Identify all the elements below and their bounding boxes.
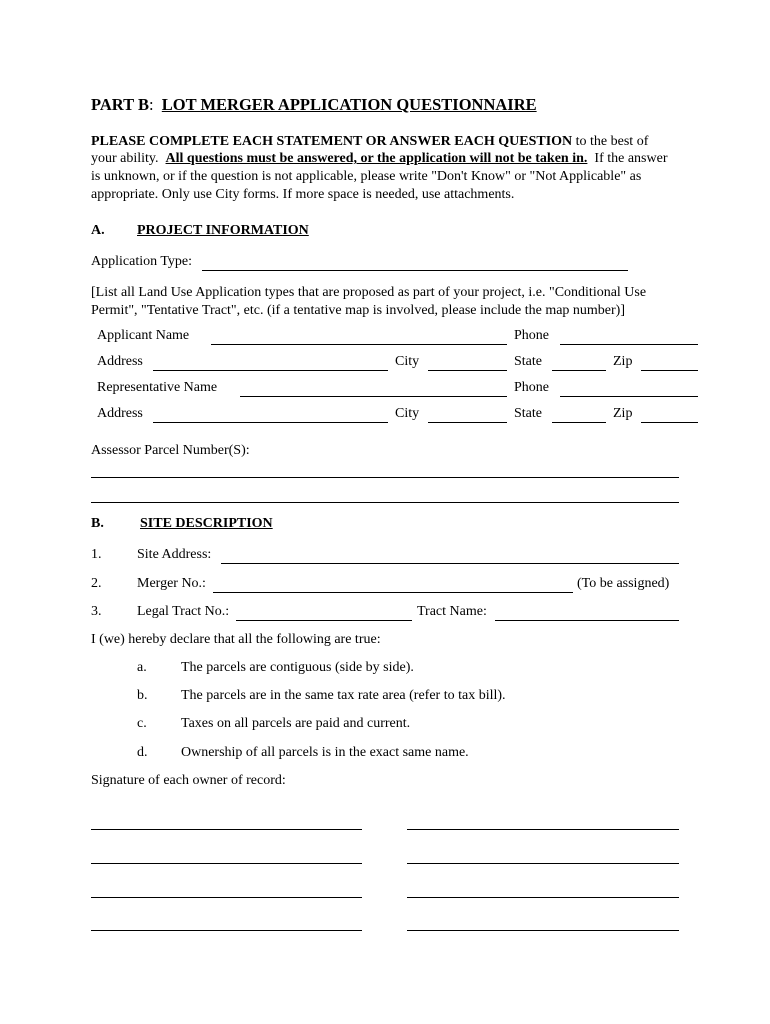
apn-label: Assessor Parcel Number(S): <box>91 443 250 458</box>
statement-a-text: The parcels are contiguous (side by side). <box>181 660 414 675</box>
item-2-number: 2. <box>91 576 102 591</box>
representative-phone-field[interactable] <box>560 382 698 397</box>
section-a-letter: A. <box>91 223 105 238</box>
representative-state-label: State <box>514 406 542 421</box>
representative-city-label: City <box>395 406 420 421</box>
signature-line-right-2[interactable] <box>407 849 679 864</box>
statement-b-letter: b. <box>137 688 148 703</box>
applicant-city-label: City <box>395 354 420 369</box>
legal-tract-label: Legal Tract No.: <box>137 604 230 619</box>
application-type-field[interactable] <box>202 256 628 271</box>
signature-label: Signature of each owner of record: <box>91 773 286 788</box>
apn-field-2[interactable] <box>91 488 679 503</box>
applicant-city-field[interactable] <box>428 356 507 371</box>
signature-line-right-1[interactable] <box>407 815 679 830</box>
title-part: PART B <box>91 95 149 114</box>
item-3-number: 3. <box>91 604 102 619</box>
applicant-phone-label: Phone <box>514 328 549 343</box>
intro-line1-tail: to the best of <box>575 134 649 149</box>
intro-line2-bold: All questions must be answered, or the application will not be taken in. <box>165 151 588 166</box>
representative-address-field[interactable] <box>153 408 388 423</box>
application-type-label: Application Type: <box>91 254 193 269</box>
tract-name-field[interactable] <box>495 606 679 621</box>
statement-b-text: The parcels are in the same tax rate area (refer to tax bill). <box>181 688 506 703</box>
page-title <box>91 95 537 115</box>
statement-d-letter: d. <box>137 745 148 760</box>
title-name: LOT MERGER APPLICATION QUESTIONNAIRE <box>161 95 537 114</box>
applicant-state-field[interactable] <box>552 356 606 371</box>
apn-field-1[interactable] <box>91 463 679 478</box>
intro-line-2 <box>91 151 667 167</box>
representative-state-field[interactable] <box>552 408 606 423</box>
representative-address-label: Address <box>97 406 143 421</box>
instruction-line-1: [List all Land Use Application types that are proposed as part of your project, i.e. "Conditional Use <box>91 285 647 300</box>
representative-zip-field[interactable] <box>641 408 698 423</box>
merger-no-field[interactable] <box>213 578 573 593</box>
statement-c-text: Taxes on all parcels are paid and current. <box>181 716 411 731</box>
declaration-text: I (we) hereby declare that all the following are true: <box>91 632 381 647</box>
applicant-zip-field[interactable] <box>641 356 698 371</box>
representative-name-field[interactable] <box>240 382 507 397</box>
statement-d-text: Ownership of all parcels is in the exact same name. <box>181 745 469 760</box>
representative-name-label: Representative Name <box>97 380 218 395</box>
intro-line-3: is unknown, or if the question is not applicable, please write "Don't Know" or "Not Applicable" as <box>91 169 642 184</box>
applicant-phone-field[interactable] <box>560 330 698 345</box>
applicant-zip-label: Zip <box>613 354 633 369</box>
item-1-number: 1. <box>91 547 102 562</box>
signature-line-left-4[interactable] <box>91 916 362 931</box>
merger-no-suffix: (To be assigned) <box>577 576 670 591</box>
statement-c-letter: c. <box>137 716 147 731</box>
legal-tract-field[interactable] <box>236 606 412 621</box>
applicant-address-label: Address <box>97 354 143 369</box>
representative-city-field[interactable] <box>428 408 507 423</box>
signature-line-left-3[interactable] <box>91 883 362 898</box>
applicant-state-label: State <box>514 354 542 369</box>
intro-line2-tail: If the answer <box>594 151 668 166</box>
instruction-line-2: Permit", "Tentative Tract", etc. (if a tentative map is involved, please include the map number)] <box>91 303 626 318</box>
applicant-address-field[interactable] <box>153 356 388 371</box>
representative-zip-label: Zip <box>613 406 633 421</box>
statement-a-letter: a. <box>137 660 147 675</box>
merger-no-label: Merger No.: <box>137 576 206 591</box>
title-colon: : <box>148 95 154 114</box>
signature-line-left-1[interactable] <box>91 815 362 830</box>
section-b-letter: B. <box>91 516 104 531</box>
signature-line-left-2[interactable] <box>91 849 362 864</box>
intro-line-4: appropriate. Only use City forms. If more space is needed, use attachments. <box>91 187 515 202</box>
representative-phone-label: Phone <box>514 380 549 395</box>
intro-bold-lead: PLEASE COMPLETE EACH STATEMENT OR ANSWER EACH QUESTION <box>91 134 573 149</box>
applicant-name-label: Applicant Name <box>97 328 190 343</box>
signature-line-right-3[interactable] <box>407 883 679 898</box>
tract-name-label: Tract Name: <box>417 604 487 619</box>
section-a-heading: PROJECT INFORMATION <box>137 223 309 238</box>
site-address-field[interactable] <box>221 549 679 564</box>
site-address-label: Site Address: <box>137 547 212 562</box>
applicant-name-field[interactable] <box>211 330 507 345</box>
signature-line-right-4[interactable] <box>407 916 679 931</box>
section-b-heading: SITE DESCRIPTION <box>140 516 273 531</box>
intro-line-1 <box>91 134 648 150</box>
intro-line2-lead: your ability. <box>91 151 159 166</box>
